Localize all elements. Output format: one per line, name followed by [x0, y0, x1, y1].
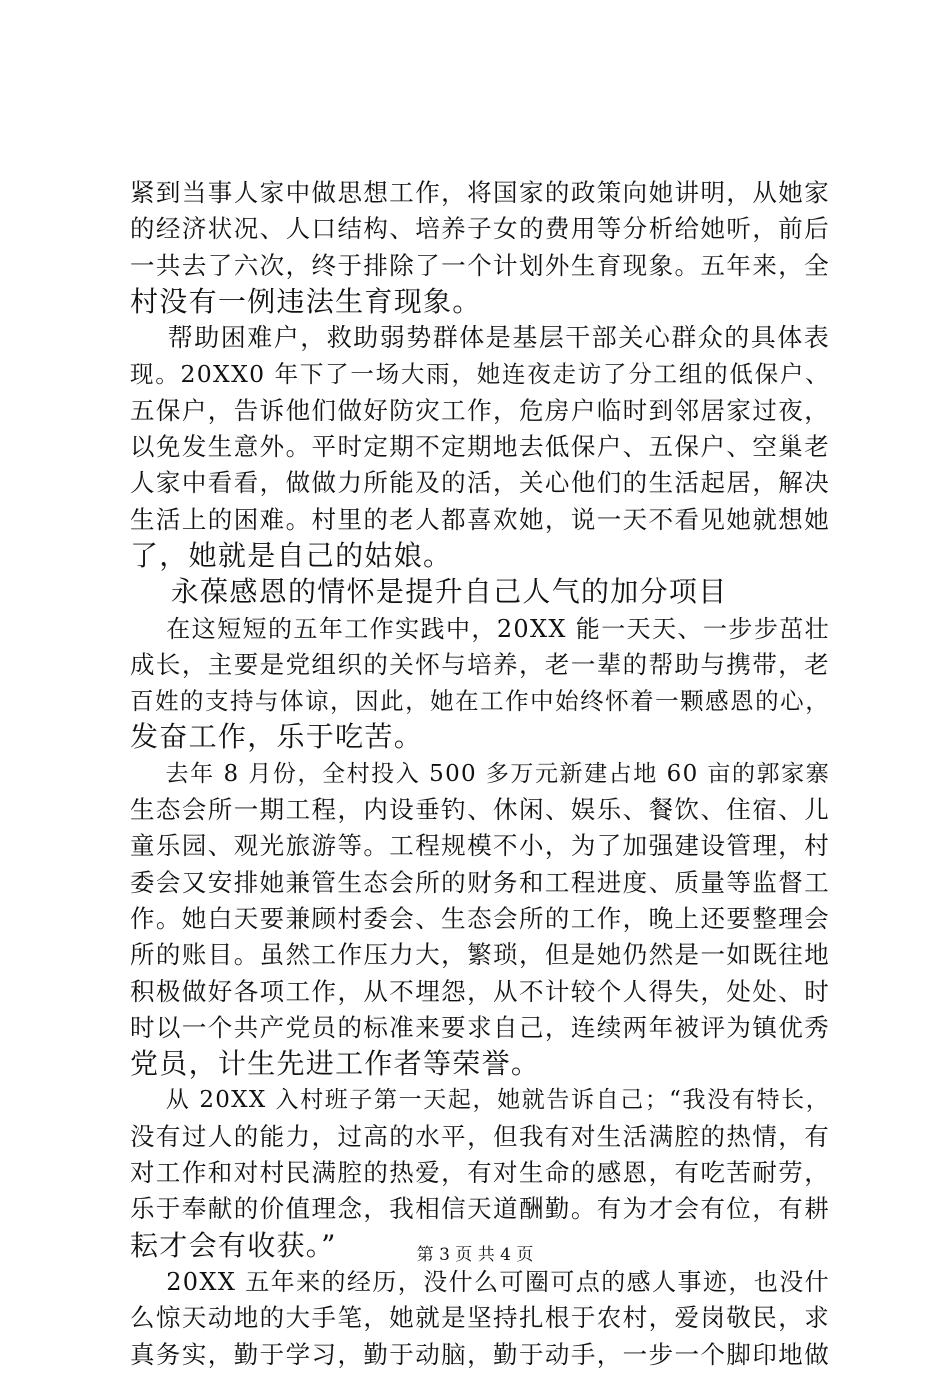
text-line: 在这短短的五年工作实践中，20XX 能一天天、一步步茁壮	[130, 614, 830, 643]
text-line: 了，她就是自己的姑娘。	[130, 538, 453, 572]
text-line: 人家中看看，做做力所能及的活，关心他们的生活起居，解决	[130, 468, 830, 498]
text-line: 委会又安排她兼管生态会所的财务和工程进度、质量等监督工	[130, 867, 830, 897]
text-line: 耘才会有收获。”	[130, 1228, 337, 1262]
text-line: 去年 8 月份，全村投入 500 多万元新建占地 60 亩的郭家寨	[130, 760, 830, 787]
text-line: 生态会所一期工程，内设垂钓、休闲、娱乐、餐饮、住宿、儿	[130, 795, 830, 825]
text-line: 一共去了六次，终于排除了一个计划外生育现象。五年来，全	[130, 250, 830, 280]
text-line: 作。她白天要兼顾村委会、生态会所的工作，晚上还要整理会	[130, 903, 830, 933]
text-line: 以免发生意外。平时定期不定期地去低保户、五保户、空巢老	[130, 432, 830, 462]
text-line: 发奋工作，乐于吃苦。	[130, 720, 424, 754]
text-line: 帮助困难户，救助弱势群体是基层干部关心群众的具体表	[130, 323, 830, 353]
text-line: 所的账目。虽然工作压力大，繁琐，但是她仍然是一如既往地	[130, 940, 830, 970]
text-line: 20XX 五年来的经历，没什么可圈可点的感人事迹，也没什	[130, 1267, 830, 1296]
text-line: 积极做好各项工作，从不埋怨，从不计较个人得失，处处、时	[130, 976, 830, 1006]
text-line: 么惊天动地的大手笔，她就是坚持扎根于农村，爱岗敬民，求	[130, 1303, 830, 1333]
text-line: 成长，主要是党组织的关怀与培养，老一辈的帮助与携带，老	[130, 649, 830, 679]
text-line: 对工作和对村民满腔的热爱，有对生命的感恩，有吃苦耐劳，	[130, 1158, 830, 1188]
text-line: 真务实，勤于学习，勤于动脑，勤于动手，一步一个脚印地做	[130, 1339, 830, 1369]
text-line: 乐于奉献的价值理念，我相信天道酬勤。有为才会有位，有耕	[130, 1194, 830, 1224]
text-line: 的经济状况、人口结构、培养子女的费用等分析给她听，前后	[130, 214, 830, 244]
text-line: 童乐园、观光旅游等。工程规模不小，为了加强建设管理，村	[130, 831, 830, 861]
text-line: 现。20XX0 年下了一场大雨，她连夜走访了分工组的低保户、	[130, 360, 830, 389]
text-line: 生活上的困难。村里的老人都喜欢她，说一天不看见她就想她	[130, 504, 830, 534]
text-line: 时以一个共产党员的标准来要求自己，连续两年被评为镇优秀	[130, 1012, 830, 1042]
text-line: 从 20XX 入村班子第一天起，她就告诉自己；“我没有特长，	[130, 1087, 830, 1114]
section-heading-line: 永葆感恩的情怀是提升自己人气的加分项目	[130, 575, 728, 609]
text-line: 百姓的支持与体谅，因此，她在工作中始终怀着一颗感恩的心，	[130, 687, 830, 716]
page-footer: 第 3 页 共 4 页	[416, 1245, 534, 1265]
text-line: 党员，计生先进工作者等荣誉。	[130, 1047, 541, 1081]
text-line: 村没有一例违法生育现象。	[130, 284, 482, 318]
document-body	[130, 175, 830, 1373]
text-line: 没有过人的能力，过高的水平，但我有对生活满腔的热情，有	[130, 1121, 830, 1151]
text-line: 五保户，告诉他们做好防灾工作，危房户临时到邻居家过夜，	[130, 395, 830, 425]
text-line: 紧到当事人家中做思想工作，将国家的政策向她讲明，从她家	[130, 178, 830, 207]
